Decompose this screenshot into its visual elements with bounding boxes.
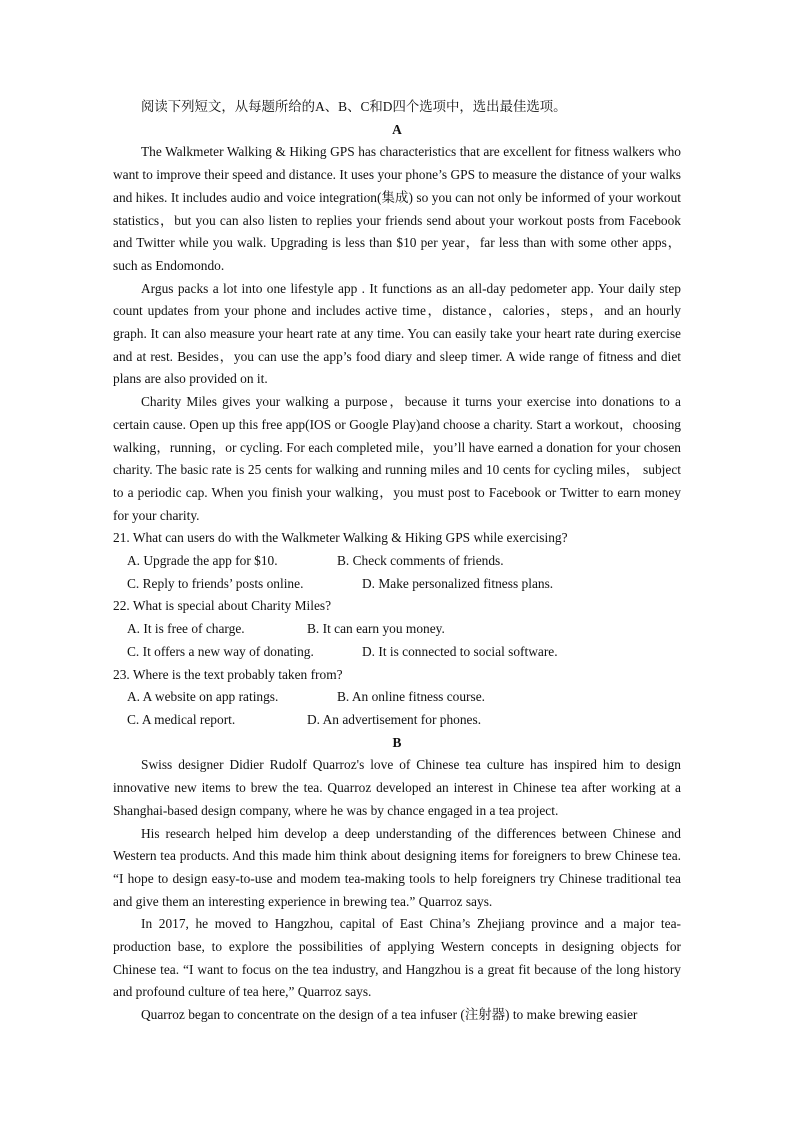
section-b-title: B — [392, 734, 402, 750]
question-21-options-row-1 — [113, 550, 681, 573]
question-23-options-row-1 — [113, 686, 681, 709]
passage-b-paragraph-3: In 2017, he moved to Hangzhou, capital of East China’s Zhejiang province and a major tea-production base, to explore the possibilities of applying Western concepts in designing objects for Chinese tea. “I want to focus on the tea industry, and Hangzhou is a great fit because of the long history and profound culture of tea here,” Quarroz says. — [113, 916, 681, 1000]
exam-page — [113, 96, 681, 1027]
question-23-option-b: B. An online fitness course. — [337, 689, 486, 705]
question-22-option-d: D. It is connected to social software. — [362, 643, 558, 659]
question-23-option-a: A. A website on app ratings. — [127, 689, 279, 705]
question-21-options-row-2 — [113, 573, 681, 596]
question-22-stem: 22. What is special about Charity Miles? — [113, 598, 332, 614]
question-22-option-c: C. It offers a new way of donating. — [127, 643, 314, 659]
passage-a-paragraph-3: Charity Miles gives your walking a purpose，because it turns your exercise into donations to a certain cause. Open up this free app(IOS or Google Play)and choose a charity. Start a workout，choosing walking，running，or cycling. For each completed mile，you’ll have earned a donation for your chosen charity. The basic rate is 25 cents for walking and running miles and 10 cents for cycling miles， subject to a periodic cap. When you finish your walking，you must post to Facebook or Twitter to earn money for your charity. — [113, 394, 681, 523]
question-22-option-a: A. It is free of charge. — [127, 621, 245, 637]
question-21-option-d: D. Make personalized fitness plans. — [362, 575, 554, 591]
question-21-option-b: B. Check comments of friends. — [337, 553, 504, 569]
section-a-title: A — [392, 121, 402, 137]
question-23-options-row-2 — [113, 709, 681, 732]
question-22-options-row-1 — [113, 618, 681, 641]
question-23-option-c: C. A medical report. — [127, 711, 236, 727]
question-21-option-c: C. Reply to friends’ posts online. — [127, 575, 304, 591]
question-22-options-row-2 — [113, 641, 681, 664]
instruction-text: 阅读下列短文，从每题所给的A、B、C和D四个选项中，选出最佳选项。 — [141, 99, 567, 114]
question-23-option-d: D. An advertisement for phones. — [307, 711, 482, 727]
passage-b-paragraph-1: Swiss designer Didier Rudolf Quarroz's love of Chinese tea culture has inspired him to design innovative new items to brew the tea. Quarroz developed an interest in Chinese tea after working at a Shanghai-based design company, where he was by chance engaged in a tea project. — [113, 757, 681, 818]
passage-b-paragraph-4: Quarroz began to concentrate on the design of a tea infuser (注射器) to make brewing easier — [141, 1007, 638, 1023]
question-21-option-a: A. Upgrade the app for $10. — [127, 553, 278, 569]
question-21-stem: 21. What can users do with the Walkmeter Walking & Hiking GPS while exercising? — [113, 530, 568, 546]
passage-b-paragraph-2: His research helped him develop a deep understanding of the differences between Chinese and Western tea products. And this made him think about designing items for foreigners to brew Chinese tea. “I hope to design easy-to-use and modem tea-making tools to help foreigners try Chinese traditional tea and give them an interesting experience in brewing tea.” Quarroz says. — [113, 825, 681, 909]
question-22-option-b: B. It can earn you money. — [307, 621, 445, 637]
passage-a-paragraph-1: The Walkmeter Walking & Hiking GPS has characteristics that are excellent for fitness walkers who want to improve their speed and distance. It uses your phone’s GPS to measure the distance of your walks and hikes. It includes audio and voice integration(集成) so you can not only be informed of your workout statistics，but you can also listen to replies your friends send about your workout posts from Facebook and Twitter while you walk. Upgrading is less than $10 per year，far less than with some other apps，such as Endomondo. — [113, 144, 681, 273]
passage-a-paragraph-2: Argus packs a lot into one lifestyle app . It functions as an all-day pedometer app. Your daily step count updates from your phone and includes active time，distance，calories，steps，and an hourly graph. It can also measure your heart rate at any time. You can easily take your heart rate during exercise and at rest. Besides，you can use the app’s food diary and sleep timer. A wide range of fitness and diet plans are also provided on it. — [113, 280, 681, 387]
question-23-stem: 23. Where is the text probably taken from? — [113, 666, 343, 682]
